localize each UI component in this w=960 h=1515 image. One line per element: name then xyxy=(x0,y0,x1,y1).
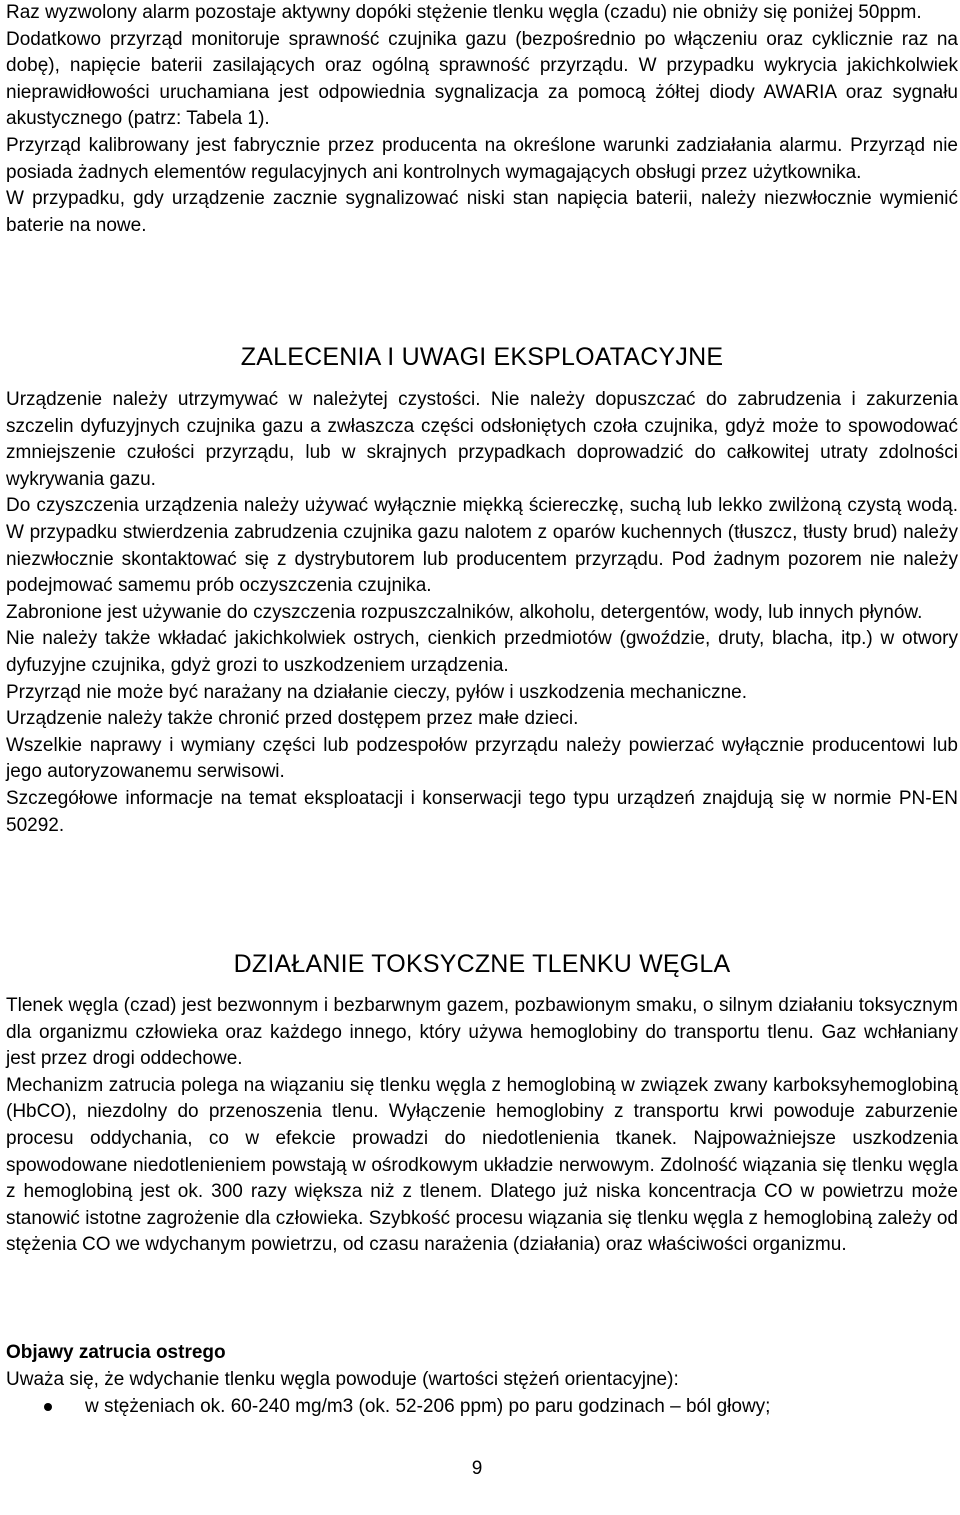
paragraph-calibration: Przyrząd kalibrowany jest fabrycznie przez producenta na określone warunki zadziałania alarmu. Przyrząd nie posiada żadnych elementów regulacyjnych ani kontrolnych wymagających obsługi przez użytkownika. xyxy=(6,134,958,183)
section-heading-dzialanie: DZIAŁANIE TOKSYCZNE TLENKU WĘGLA xyxy=(233,950,731,978)
paragraph-liquids: Przyrząd nie może być narażany na działanie cieczy, pyłów i uszkodzenia mechaniczne. xyxy=(6,681,748,703)
paragraph-cleaning: Do czyszczenia urządzenia należy używać wyłącznie miękką ściereczkę, suchą lub lekko zwilżoną czystą wodą. W przypadku stwierdzenia zabrudzenia czujnika gazu nalotem z oparów kuchennych (tłuszcz, tłusty brud) należy niezwłocznie skontaktować się z dystrybutorem lub producentem przyrządu. Pod żadnym pozorem nie należy podejmować samemu prób oczyszczenia czujnika. xyxy=(6,495,958,597)
paragraph-co-description: Tlenek węgla (czad) jest bezwonnym i bezbarwnym gazem, pozbawionym smaku, o silnym działaniu toksycznym dla organizmu człowieka oraz każdego innego, który używa hemoglobiny do transportu tlenu. Gaz wchłaniany jest przez drogi oddechowe. xyxy=(6,995,958,1070)
paragraph-standard: Szczegółowe informacje na temat eksploatacji i konserwacji tego typu urządzeń znajdują się w normie PN-EN 50292. xyxy=(6,787,958,836)
list-item-text: w stężeniach ok. 60-240 mg/m3 (ok. 52-206 ppm) po paru godzinach – ból głowy; xyxy=(85,1396,771,1417)
page-number: 9 xyxy=(471,1458,483,1479)
dzialanie-section xyxy=(6,993,958,1259)
paragraph-sharp-objects: Nie należy także wkładać jakichkolwiek ostrych, cienkich przedmiotów (gwoździe, druty, blacha, itp.) w otwory dyfuzyjne czujnika, gdyż grozi to uszkodzeniem urządzenia. xyxy=(6,628,958,676)
paragraph-children: Urządzenie należy także chronić przed dostępem przez małe dzieci. xyxy=(6,708,579,730)
section-heading-zalecenia: ZALECENIA I UWAGI EKSPLOATACYJNE xyxy=(240,343,724,371)
paragraph-forbidden-agents: Zabronione jest używanie do czyszczenia rozpuszczalników, alkoholu, detergentów, wody, lub innych płynów. xyxy=(6,601,923,623)
paragraph-alarm: Raz wyzwolony alarm pozostaje aktywny dopóki stężenie tlenku węgla (czadu) nie obniży się poniżej 50ppm. xyxy=(6,2,922,23)
zalecenia-section xyxy=(6,387,958,839)
symptoms-list xyxy=(6,1394,958,1421)
intro-section xyxy=(6,0,958,239)
paragraph-repairs: Wszelkie naprawy i wymiany części lub podzespołów przyrządu należy powierzać wyłącznie producentowi lub jego autoryzowanemu serwisowi. xyxy=(6,734,958,783)
paragraph-mechanism: Mechanizm zatrucia polega na wiązaniu się tlenku węgla z hemoglobiną w związek zwany karboksyhemoglobiną (HbCO), niezdolny do przenoszenia tlenu. Wyłączenie hemoglobiny z transportu krwi powoduje zaburzenie procesu oddychania, co w efekcie prowadzi do niedotlenienia tkanek. Najpoważniejsze uszkodzenia spowodowane niedotlenieniem powstają w ośrodkowym układzie nerwowym. Zdolność wiązania się tlenku węgla z hemoglobiną jest ok. 300 razy większa niż z tlenem. Dlatego już niska koncentracja CO w powietrzu może stanowić istotne zagrożenie dla człowieka. Szybkość procesu wiązania się tlenku węgla z hemoglobiną zależy od stężenia CO we wdychanym powietrzu, od czasu narażenia (działania) oraz właściwości organizmu. xyxy=(6,1074,958,1256)
paragraph-monitoring: Dodatkowo przyrząd monitoruje sprawność czujnika gazu (bezpośrednio po włączeniu oraz cyklicznie raz na dobę), napięcie baterii zasilających oraz ogólną sprawność przyrządu. W przypadku wykrycia jakichkolwiek nieprawidłowości uruchamiana jest odpowiednia sygnalizacja za pomocą żółtej diody AWARIA oraz sygnału akustycznego (patrz: Tabela 1). xyxy=(6,28,958,130)
bullet-icon xyxy=(44,1403,52,1411)
paragraph-battery: W przypadku, gdy urządzenie zacznie sygnalizować niski stan napięcia baterii, należy niezwłocznie wymienić baterie na nowe. xyxy=(6,188,958,236)
paragraph-cleanliness: Urządzenie należy utrzymywać w należytej czystości. Nie należy dopuszczać do zabrudzenia i zakurzenia szczelin dyfuzyjnych czujnika gazu a zwłaszcza części odsłoniętych czoła czujnika, gdyż może to spowodować zmniejszenie czułości przyrządu, lub w skrajnych przypadkach doprowadzić do całkowitej utraty zdolności wykrywania gazu. xyxy=(6,389,958,490)
list-item xyxy=(6,1394,958,1421)
subheading-objawy: Objawy zatrucia ostrego xyxy=(6,1342,226,1363)
paragraph-objawy-intro: Uważa się, że wdychanie tlenku węgla powoduje (wartości stężeń orientacyjne): xyxy=(6,1369,679,1390)
